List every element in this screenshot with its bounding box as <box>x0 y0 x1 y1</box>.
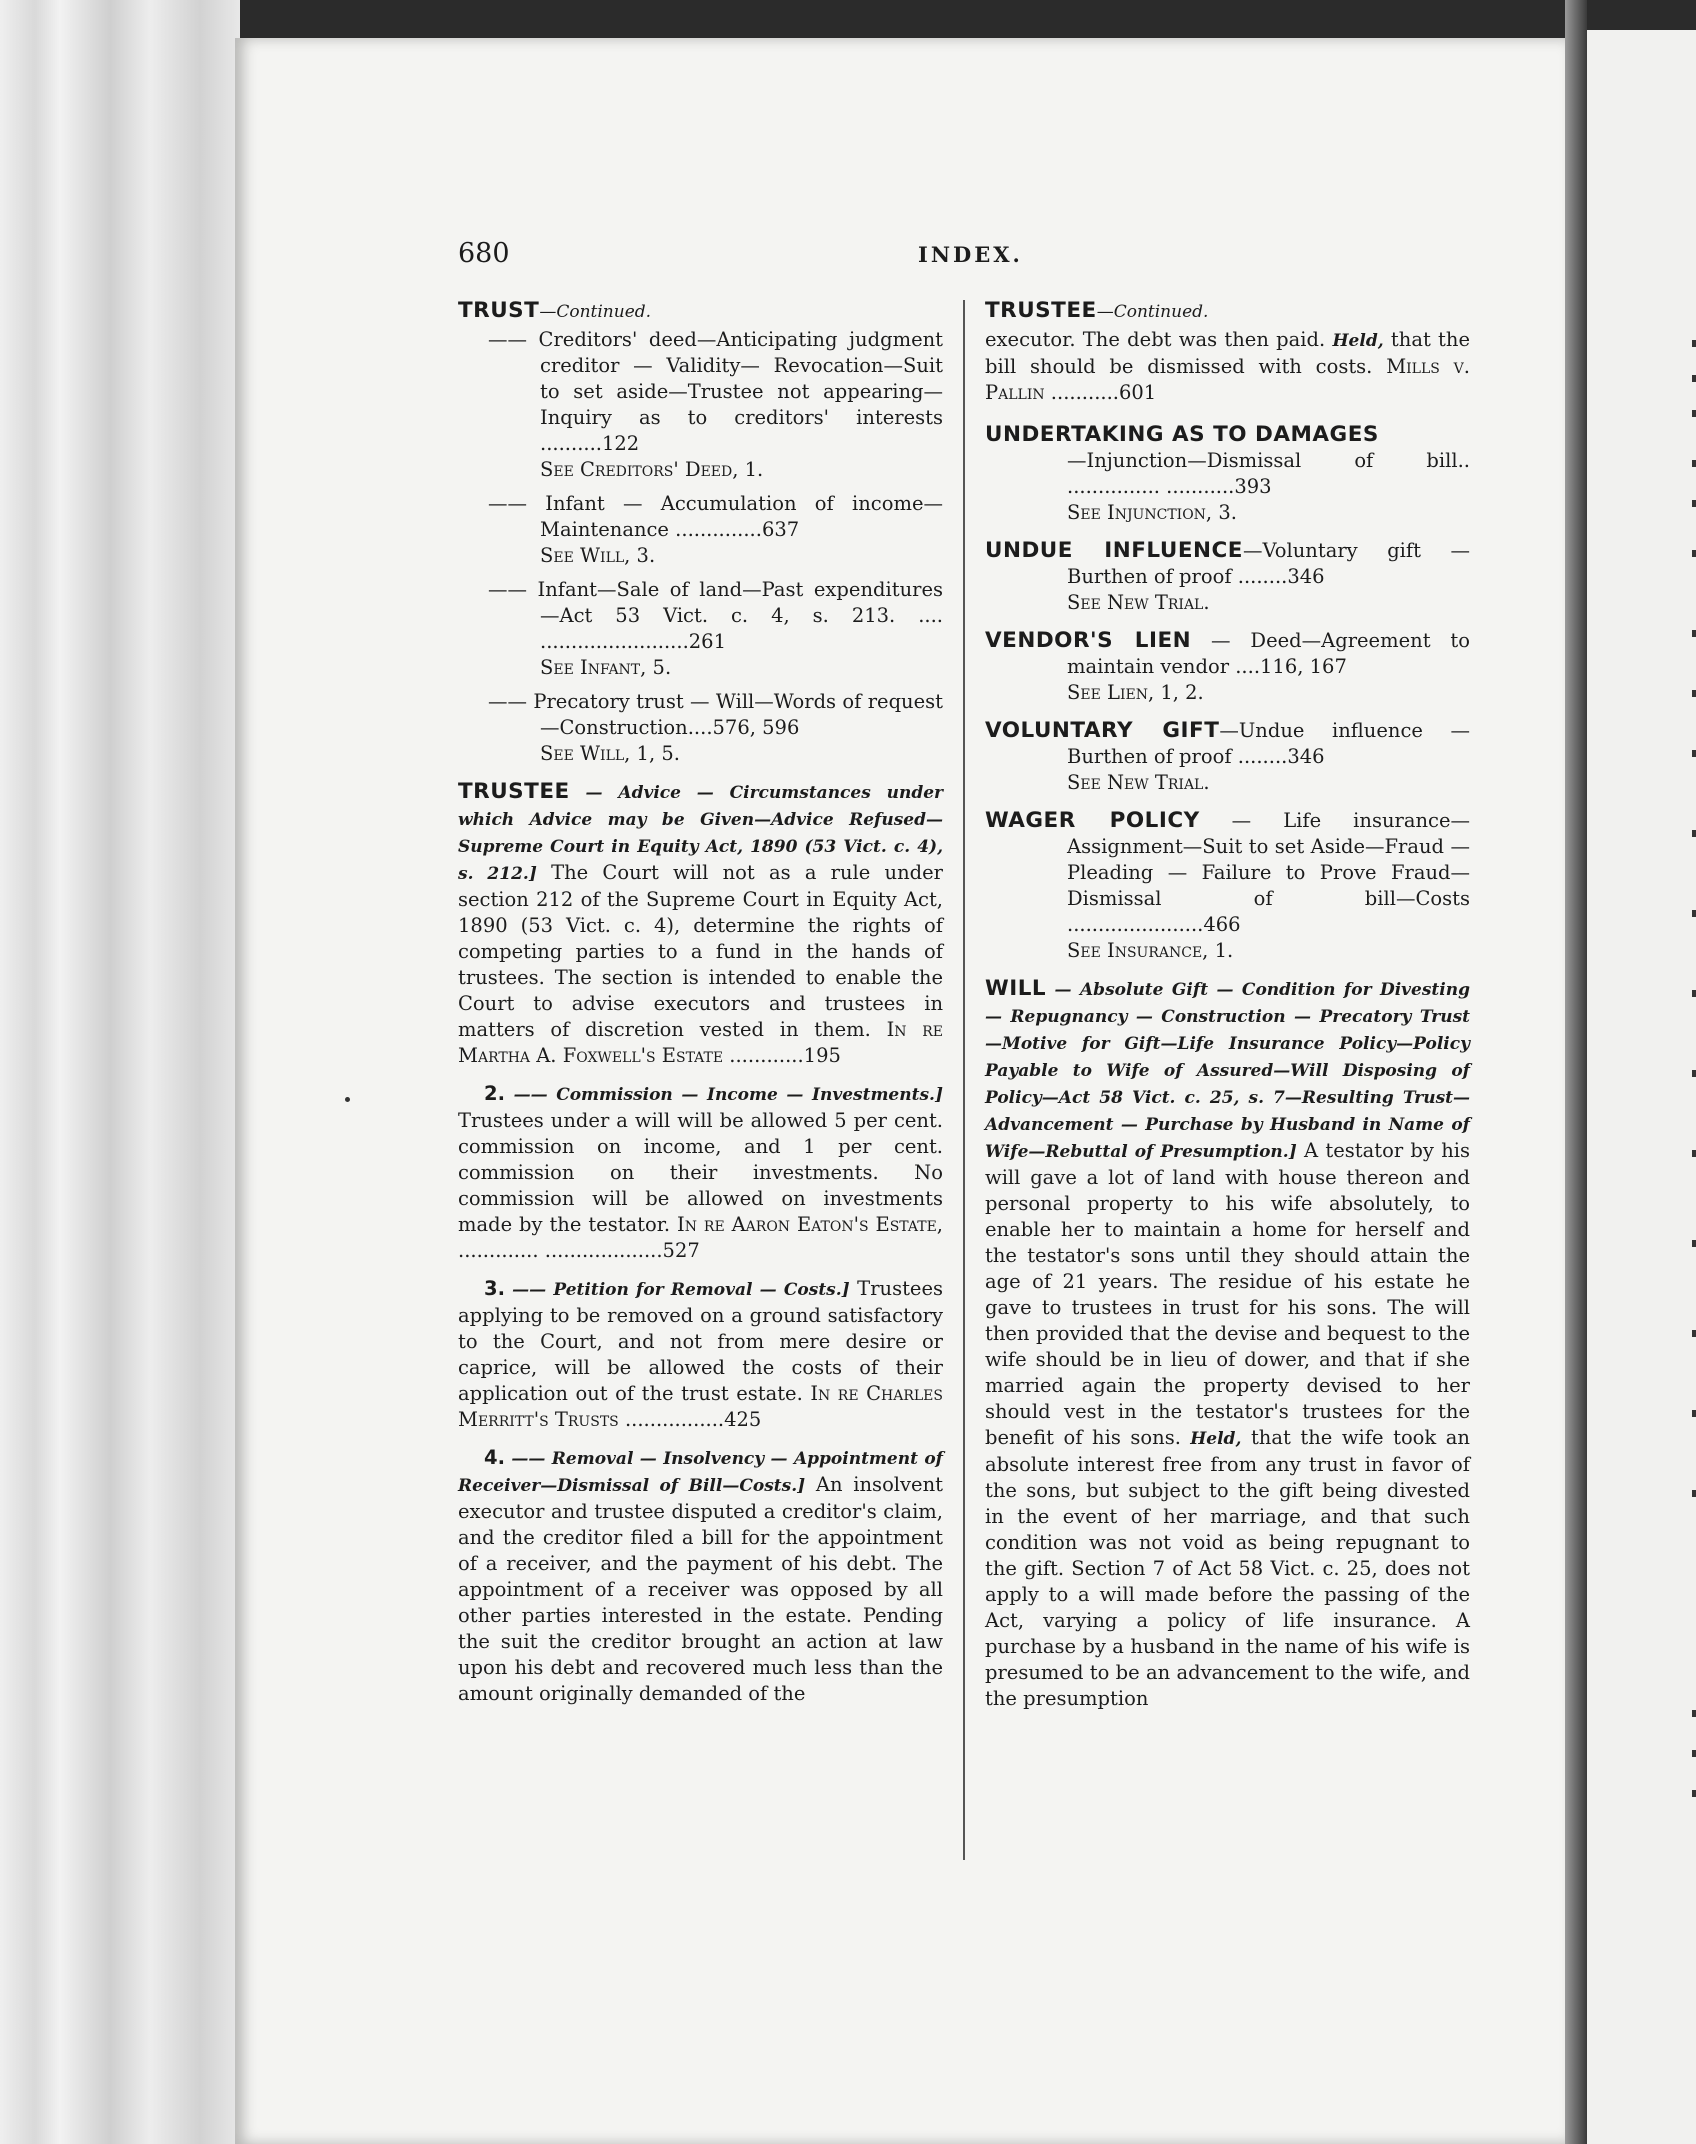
page-number: 680 <box>458 238 510 269</box>
subentry-text: —— Creditors' deed—Anticipating judgment creditor — Validity— Revocation—Suit to set aside—Trustee not appearing—Inquiry as to creditors' interests ..........122 <box>488 328 943 455</box>
vendors-lien-entry: VENDOR'S LIEN — Deed—Agreement to maintain vendor ....116, 167 See Lien, 1, 2. <box>985 628 1470 704</box>
trust-subentry <box>458 491 943 569</box>
trust-subentry <box>458 327 943 483</box>
case-citation: In re Aaron Eaton's Estate, ............. ...................527 <box>458 1213 943 1262</box>
see-reference: See New Trial. <box>1067 771 1210 794</box>
trustee-continued-text: executor. The debt was then paid. Held, that the bill should be dismissed with costs. Mills v. Pallin ...........601 <box>985 328 1470 404</box>
case-citation: In re Martha A. Foxwell's Estate ............195 <box>458 1018 943 1067</box>
trust-subentry <box>458 577 943 681</box>
entry-text: —Voluntary gift —Burthen of proof ........346 <box>1067 539 1470 588</box>
right-column <box>985 298 1470 1724</box>
wager-policy-entry: WAGER POLICY — Life insurance—Assignment—Suit to set Aside—Fraud — Pleading — Failure to Prove Fraud—Dismissal of bill—Costs ......................466 See Insurance, 1. <box>985 808 1470 962</box>
see-reference: See Injunction, 3. <box>1067 501 1237 524</box>
case-citation: In re Charles Merritt's Trusts ................425 <box>458 1382 943 1431</box>
see-reference: See Insurance, 1. <box>1067 939 1234 962</box>
facing-page-edge <box>1587 30 1696 2144</box>
column-divider <box>963 300 965 1860</box>
see-reference: See Will, 1, 5. <box>540 742 680 765</box>
entry-text: — Life insurance—Assignment—Suit to set Aside—Fraud — Pleading — Failure to Prove Fraud—Dismissal of bill—Costs ......................466 <box>1067 809 1470 936</box>
undue-influence-entry: UNDUE INFLUENCE—Voluntary gift —Burthen of proof ........346 See New Trial. <box>985 538 1470 614</box>
book-page-edges <box>0 0 240 2144</box>
see-reference: See Will, 3. <box>540 544 656 567</box>
trustee-entry-2: 2. —— Commission — Income — Investments.] Trustees under a will will be allowed 5 per cent. commission on income, and 1 per cent. commission on their investments. No commission will be allowed on investments made by the testator. In re Aaron Eaton's Estate, ............. ...................527 <box>458 1082 943 1262</box>
entry-text: — Deed—Agreement to maintain vendor ....116, 167 <box>1067 629 1470 678</box>
entry-heading: UNDERTAKING AS TO DAMAGES <box>985 422 1379 447</box>
see-reference: See Infant, 5. <box>540 656 672 679</box>
running-head <box>458 238 1468 278</box>
see-reference: See Creditors' Deed, 1. <box>540 458 764 481</box>
trust-subentry <box>458 689 943 767</box>
case-citation: Mills v. Pallin ...........601 <box>985 355 1470 404</box>
undertaking-entry <box>985 422 1470 526</box>
will-entry: WILL — Absolute Gift — Condition for Divesting — Repugnancy — Construction — Precatory Trust—Motive for Gift—Life Insurance Policy—Policy Payable to Wife of Assured—Will Disposing of Policy—Act 58 Vict. c. 25, s. 7—Resulting Trust—Advancement — Purchase by Husband in Name of Wife—Rebuttal of Presumption.] A testator by his will gave a lot of land with house thereon and personal property to his wife absolutely, to enable her to maintain a home for herself and the testator's sons until they should attain the age of 21 years. The residue of his estate he gave to trustees in trust for his sons. The will then provided that the devise and bequest to the wife should be in lieu of dower, and that if she married again the property devised to her should vest in the testator's trustees for the benefit of his sons. Held, that the wife took an absolute interest free from any trust in favor of the sons, but subject to the gift being divested in the event of her marriage, and that such condition was not void as being repugnant to the gift. Section 7 of Act 58 Vict. c. 25, does not apply to a will made before the passing of the Act, varying a policy of life insurance. A purchase by a husband in the name of his wife is presumed to be an advancement to the wife, and the presumption <box>985 976 1471 1710</box>
trustee-entry-3: 3. —— Petition for Removal — Costs.] Trustees applying to be removed on a ground satisfactory to the Court, and not from mere desire or caprice, will be allowed the costs of their application out of the trust estate. In re Charles Merritt's Trusts ................425 <box>458 1277 943 1431</box>
left-column <box>458 298 943 1719</box>
trustee-entry-4: 4. —— Removal — Insolvency — Appointment of Receiver—Dismissal of Bill—Costs.] An insolvent executor and trustee disputed a creditor's claim, and the creditor filed a bill for the appointment of a receiver, and the payment of his debt. The appointment of a receiver was opposed by all other parties interested in the estate. Pending the suit the creditor brought an action at law upon his debt and recovered much less than the amount originally demanded of the <box>458 1446 943 1705</box>
subentry-text: —— Precatory trust — Will—Words of request—Construction....576, 596 <box>488 690 943 739</box>
see-reference: See New Trial. <box>1067 591 1210 614</box>
subentry-text: —— Infant — Accumulation of income—Maintenance ..............637 <box>488 492 943 541</box>
trustee-continued-heading: TRUSTEE—Continued. <box>985 298 1209 323</box>
ink-speck <box>345 1097 350 1102</box>
see-reference: See Lien, 1, 2. <box>1067 681 1204 704</box>
voluntary-gift-entry: VOLUNTARY GIFT—Undue influence —Burthen of proof ........346 See New Trial. <box>985 718 1470 794</box>
trustee-entry-1: TRUSTEE — Advice — Circumstances under which Advice may be Given—Advice Refused—Supreme Court in Equity Act, 1890 (53 Vict. c. 4), s. 212.] The Court will not as a rule under section 212 of the Supreme Court in Equity Act, 1890 (53 Vict. c. 4), determine the rights of competing parties to a fund in the hands of trustees. The section is intended to enable the Court to advise executors and trustees in matters of discretion vested in them. In re Martha A. Foxwell's Estate ............195 <box>458 779 943 1067</box>
entry-text: —Undue influence —Burthen of proof ........346 <box>1067 719 1470 768</box>
entry-text: —Injunction—Dismissal of bill.. ............... ...........393 <box>1067 449 1470 498</box>
trust-heading: TRUST—Continued. <box>458 298 652 323</box>
book-gutter <box>1565 0 1587 2144</box>
subentry-text: —— Infant—Sale of land—Past expenditures—Act 53 Vict. c. 4, s. 213. .... ........................261 <box>488 578 943 653</box>
page-title: INDEX. <box>918 242 1023 267</box>
